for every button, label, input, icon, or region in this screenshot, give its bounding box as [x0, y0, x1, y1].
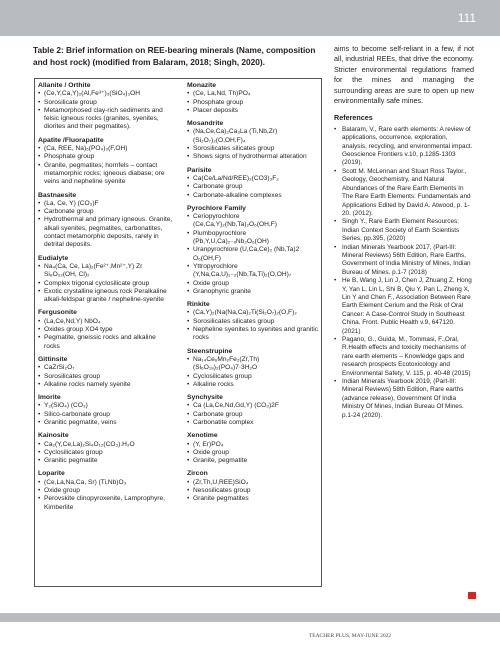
- mineral-detail: • Sorosilicates silicates group: [187, 318, 321, 326]
- end-of-article-marker: [468, 592, 476, 599]
- mineral-detail: • Y₂(SiO₄) (CO₃): [38, 402, 173, 410]
- mineral-detail: • Oxide group: [38, 487, 173, 495]
- footer: [0, 633, 500, 639]
- page-number: 111: [457, 11, 476, 25]
- mineral-detail: • Hydrothermal and primary igneous. Granite, alkali syenites, pegmatites, carbonatites, contact metamorphic deposits, rarely in detrital deposits.: [38, 216, 173, 249]
- mineral-detail: • Carbonate-alkaline complexes: [187, 192, 321, 200]
- mineral-name: Parisite: [187, 166, 212, 174]
- mineral-name: Synchysite: [187, 394, 223, 402]
- mineral-detail: • Pegmatite, gneissic rocks and alkaline rocks: [38, 334, 173, 351]
- mineral-detail: • CaZrSi₂O₇: [38, 364, 173, 372]
- mineral-detail: • (Na,Ce,Ca)₂Ca₃La (Ti,Nb,Zr) (Si₂O₇)₂(O,OH,F)₄: [187, 128, 321, 145]
- minerals-table: [34, 78, 322, 587]
- reference-item: • Indian Minerals Yearbook 2017, (Part-III: Mineral Reviews) 56th Edition, Rare Earths, Government of India Ministry of Mines, Indian Bureau of Mines. p.1-7 (2018): [334, 244, 474, 278]
- mineral-detail: • Carbonate group: [187, 183, 321, 191]
- mineral-name: Loparite: [38, 470, 65, 478]
- mineral-detail: • Cyclosilicates group: [187, 373, 321, 381]
- bottom-banner: [0, 613, 500, 622]
- mineral-detail: • Complex trigonal cyclosilicate group: [38, 280, 173, 288]
- mineral-detail: • Granitic pegmatite: [38, 457, 173, 465]
- mineral-entry: [187, 348, 321, 389]
- mineral-detail: • Phosphate group: [38, 153, 173, 161]
- mineral-detail: • Carbonate group: [38, 208, 173, 216]
- mineral-detail: • Oxide group: [187, 449, 321, 457]
- table-left-column: [38, 82, 173, 517]
- mineral-detail: • Plumbopyrochlore (Pb,Y,U,Ca)₂₋ₓNb₂O₆(OH): [187, 230, 321, 247]
- mineral-detail: • Ceriopyrochlore (Ce,Ca,Y)₂(Nb,Ta)₂O₆(OH,F): [187, 213, 321, 230]
- mineral-name: Eudialyte: [38, 254, 69, 262]
- reference-item: • Scott M. McLennan and Stuart Ross Taylor., Geology, Geochemistry, and Natural Abundances of the Rare Earth Elements In The Rare Earth Elements: Fundamentals and Applications Edited by David A. Atwood, p. 1-20. (2012).: [334, 168, 474, 218]
- mineral-detail: • Placer deposits: [187, 107, 321, 115]
- mineral-entry: [187, 301, 321, 342]
- mineral-name: Monazite: [187, 82, 217, 89]
- mineral-detail: • Perovskite clinopyroxenite, Lamprophyre, Kimberlite: [38, 495, 173, 512]
- mineral-detail: • Oxide group: [187, 280, 321, 288]
- mineral-name: Rinkite: [187, 301, 210, 309]
- mineral-detail: • Granitic pegmatite, veins: [38, 419, 173, 427]
- mineral-detail: • Granite, pegmatites; hornfels – contact metamorphic rocks; igneous diabase; ore veins and nepheline syenite: [38, 162, 173, 187]
- mineral-name: Imorite: [38, 394, 61, 402]
- mineral-detail: • Oxides group XO4 type: [38, 326, 173, 334]
- mineral-entry: [38, 356, 173, 389]
- mineral-entry: [38, 137, 173, 187]
- mineral-name: Gittinsite: [38, 355, 68, 363]
- mineral-detail: • (Ca,Y)₂(Na(Na,Ca)₂Ti(Si₂O₇)₂(O,F)₂: [187, 309, 321, 317]
- mineral-detail: • Cyclosilicates group: [38, 449, 173, 457]
- mineral-name: Xenotime: [187, 432, 218, 440]
- table-caption: Table 2: Brief information on REE-bearing minerals (Name, composition and host rock) (modified from Balaram, 2018; Singh, 2020).: [33, 45, 316, 67]
- mineral-detail: • Alkaline rocks namely syenite: [38, 381, 173, 389]
- mineral-name: Bastnaesite: [38, 191, 77, 199]
- mineral-detail: • Sorosilicate group: [38, 99, 173, 107]
- mineral-detail: • Sorosilicates silicates group: [187, 145, 321, 153]
- mineral-entry: [38, 394, 173, 427]
- mineral-name: Zircon: [187, 470, 208, 478]
- mineral-entry: [187, 167, 321, 200]
- mineral-name: Fergusonite: [38, 309, 77, 317]
- reference-item: • Indian Minerals Yearbook 2019, (Part-III: Mineral Reviews) 58th Edition, Rare earths (advance release), Government Of India Ministry Of Mines, Indian Bureau Of Mines. p.1-24 (2020).: [334, 378, 474, 420]
- mineral-detail: • Phosphate group: [187, 99, 321, 107]
- mineral-detail: • Uranpyrochlore (U,Ca,Ce)₂ (Nb,Ta)2 O₆(OH,F): [187, 246, 321, 263]
- top-banner: [0, 0, 500, 36]
- mineral-detail: • Granite, pegmatite: [187, 457, 321, 465]
- mineral-detail: • Ca(Ce/La/Nd/REE)₂(CO3)₃F₂: [187, 175, 321, 183]
- mineral-entry: [187, 82, 321, 115]
- mineral-detail: • Yttropyrochlore (Y,Na,Ca,U)₁₋₂(Nb,Ta,Ti)₂(O,OH)₇: [187, 263, 321, 280]
- mineral-name: Pyrochlore Family: [187, 204, 246, 212]
- mineral-detail: • Alkaline rocks: [187, 381, 321, 389]
- mineral-detail: • (Y, Er)PO₄: [187, 441, 321, 449]
- reference-item: • Balaram, V., Rare earth elements: A review of applications, occurrence, exploration, analysis, recycling, and environmental impact. Geoscience Frontiers v.10, p.1285-1303 (2019).: [334, 126, 474, 168]
- mineral-entry: [38, 192, 173, 250]
- mineral-entry: [187, 432, 321, 465]
- mineral-detail: • Metamorphosed clay-rich sediments and felsic igneous rocks (granites, syenites, diorites and their pegmatites).: [38, 107, 173, 132]
- mineral-detail: • (Ce,Y,Ca,Y)₂(Al,Fe³⁺)₃(SiO₄)₃OH: [38, 90, 173, 98]
- mineral-detail: • Silico-carbonate group: [38, 411, 173, 419]
- mineral-detail: • Ca (La,Ce,Nd,Gd,Y) (CO₃)2F: [187, 402, 321, 410]
- mineral-detail: • Carbonate group: [187, 411, 321, 419]
- mineral-detail: • Carbonatite complex: [187, 419, 321, 427]
- mineral-detail: • (Ca, REE, Na)₅(PO₄)₃(F,OH): [38, 145, 173, 153]
- mineral-detail: • Nepheline syenites to syenites and granitic rocks: [187, 326, 321, 343]
- mineral-detail: • Na₁₄Ce₆Mn₂Fe₂(Zr,Th) (Si₆O₁₈)₂(PO₄)7·3H₂O: [187, 356, 321, 373]
- mineral-detail: • Ca₂(Y,Ce,La)₂Si₄O₁₂(CO₃).H₂O: [38, 441, 173, 449]
- mineral-detail: • Na₄(Ca, Ce, La)₂(Fe²⁺,Mn²⁺,Y) Zr Si₈O₂₂(OH, Cl)₂: [38, 263, 173, 280]
- mineral-detail: • (Ce,La,Na,Ca, Sr) (Ti,Nb)O₃: [38, 479, 173, 487]
- footer-text: TEACHER PLUS, MAY-JUNE 2022: [308, 633, 392, 639]
- mineral-name: Mosandrite: [187, 120, 224, 128]
- reference-item: • Singh Y., Rare Earth Element Resources: Indian Context Society of Earth Scientists Series, pp.395, (2020): [334, 218, 474, 243]
- reference-item: • Pagano, G., Guida, M., Tommasi, F.,Oral, R.Health effects and toxicity mechanisms of rare earth elements – Knowledge gaps and research prospects Ecotoxicology and Environmental Safety, V. 115, p. 40-48 (2015): [334, 336, 474, 378]
- mineral-detail: • Shows signs of hydrothermal alteration: [187, 153, 321, 161]
- mineral-entry: [187, 120, 321, 161]
- mineral-detail: • Sorosilicates group: [38, 373, 173, 381]
- mineral-entry: [187, 205, 321, 296]
- mineral-name: Steenstrupine: [187, 347, 233, 355]
- mineral-detail: • Granophyric granite: [187, 288, 321, 296]
- mineral-entry: [38, 255, 173, 305]
- mineral-detail: • (La,Ce,Nd,Y) NbO₄: [38, 318, 173, 326]
- mineral-entry: [187, 470, 321, 503]
- mineral-entry: [38, 309, 173, 350]
- mineral-entry: [38, 470, 173, 511]
- mineral-detail: • (Ce, La,Nd, Th)PO₄: [187, 90, 321, 98]
- mineral-detail: • Granite pegmatites: [187, 495, 321, 503]
- mineral-entry: [187, 394, 321, 427]
- mineral-name: Kainosite: [38, 432, 69, 440]
- mineral-name: Allanite / Orthite: [38, 82, 91, 89]
- mineral-entry: [38, 82, 173, 132]
- table-right-column: [187, 82, 321, 509]
- mineral-detail: • (La, Ce, Y) (CO₃)F: [38, 200, 173, 208]
- mineral-entry: [38, 432, 173, 465]
- reference-item: • He B, Wang J, Lin J, Chen J, Zhuang Z, Hong Y, Yan L, Lin L, Shi B, Qiu Y, Pan L, Zheng X, Lin Y and Chen F., Association Between Rare Earth Element Cerium and the Risk of Oral Cancer: A Case-Control Study in Southeast China. Front. Public Health v.9, 647120. (2021): [334, 277, 474, 336]
- mineral-detail: • Exotic crystalline igneous rock Peralkaline alkali-feldspar granite / nepheline-syenite: [38, 288, 173, 305]
- body-paragraph: aims to become self-reliant in a few, if not all, industrial REEs, that drive the economy. Stricter environmental regulations framed for the mines and managing the surrounding areas are sure to open up new environmentally safe mines.: [334, 44, 474, 106]
- mineral-detail: • (Zr,Th,U,REE)SiO₄: [187, 479, 321, 487]
- mineral-detail: • Nesosilicates group: [187, 487, 321, 495]
- mineral-name: Apatite /Fluorapatite: [38, 136, 104, 144]
- article-right-column: [334, 44, 474, 420]
- references-list: [334, 126, 474, 420]
- references-heading: References: [334, 113, 373, 123]
